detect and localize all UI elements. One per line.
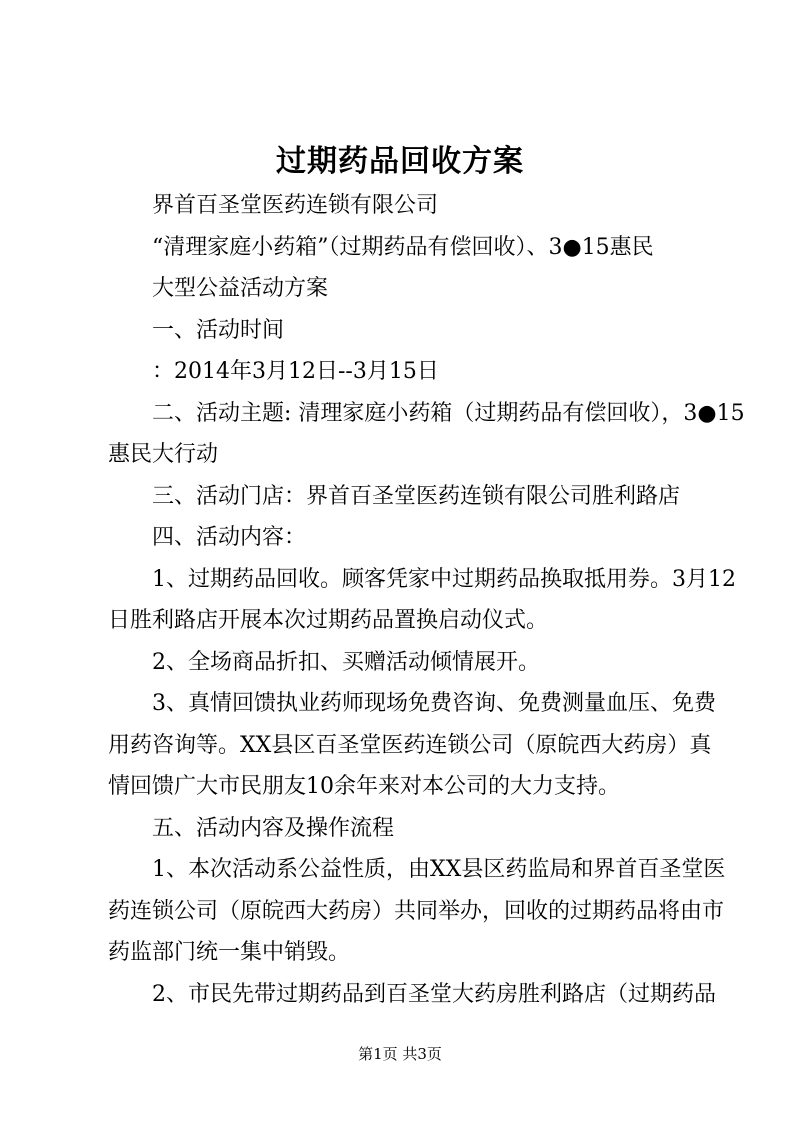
paragraph-content-2: 2、全场商品折扣、买赠活动倾情展开。 xyxy=(152,649,540,675)
paragraph-content-3-cont2: 情回馈广大市民朋友10余年来对本公司的大力支持。 xyxy=(108,774,620,799)
paragraph-activity-store: 三、活动门店：界首百圣堂医药连锁有限公司胜利路店 xyxy=(152,483,681,509)
heading-process: 五、活动内容及操作流程 xyxy=(152,815,395,841)
paragraph-activity-theme-cont: 惠民大行动 xyxy=(108,442,219,467)
paragraph-content-1: 1、过期药品回收。顾客凭家中过期药品换取抵用券。3月12 xyxy=(152,566,736,592)
paragraph-campaign-line1: “清理家庭小药箱”（过期药品有偿回收）、3●15惠民 xyxy=(152,234,654,260)
paragraph-content-1-cont: 日胜利路店开展本次过期药品置换启动仪式。 xyxy=(108,608,549,633)
paragraph-content-3-cont1: 用药咨询等。XX县区百圣堂医药连锁公司（原皖西大药房）真 xyxy=(108,732,712,758)
paragraph-process-1-cont2: 药监部门统一集中销毁。 xyxy=(108,940,351,965)
heading-activity-content: 四、活动内容： xyxy=(152,525,307,550)
document-title: 过期药品回收方案 xyxy=(276,144,524,179)
paragraph-content-3: 3、真情回馈执业药师现场免费咨询、免费测量血压、免费 xyxy=(152,691,716,716)
page-footer: 第1页 共3页 xyxy=(358,1045,442,1063)
paragraph-activity-dates: ：2014年3月12日--3月15日 xyxy=(152,359,439,384)
paragraph-campaign-line2: 大型公益活动方案 xyxy=(152,276,329,301)
paragraph-company: 界首百圣堂医药连锁有限公司 xyxy=(152,193,439,218)
heading-activity-time: 一、活动时间 xyxy=(152,317,285,343)
paragraph-process-1-cont1: 药连锁公司（原皖西大药房）共同举办，回收的过期药品将由市 xyxy=(108,898,725,924)
paragraph-activity-theme: 二、活动主题: 清理家庭小药箱（过期药品有偿回收），3●15 xyxy=(152,400,745,426)
paragraph-process-1: 1、本次活动系公益性质，由XX县区药监局和界首百圣堂医 xyxy=(152,857,726,882)
paragraph-process-2: 2、市民先带过期药品到百圣堂大药房胜利路店（过期药品 xyxy=(152,981,716,1007)
document-body xyxy=(108,185,745,1015)
